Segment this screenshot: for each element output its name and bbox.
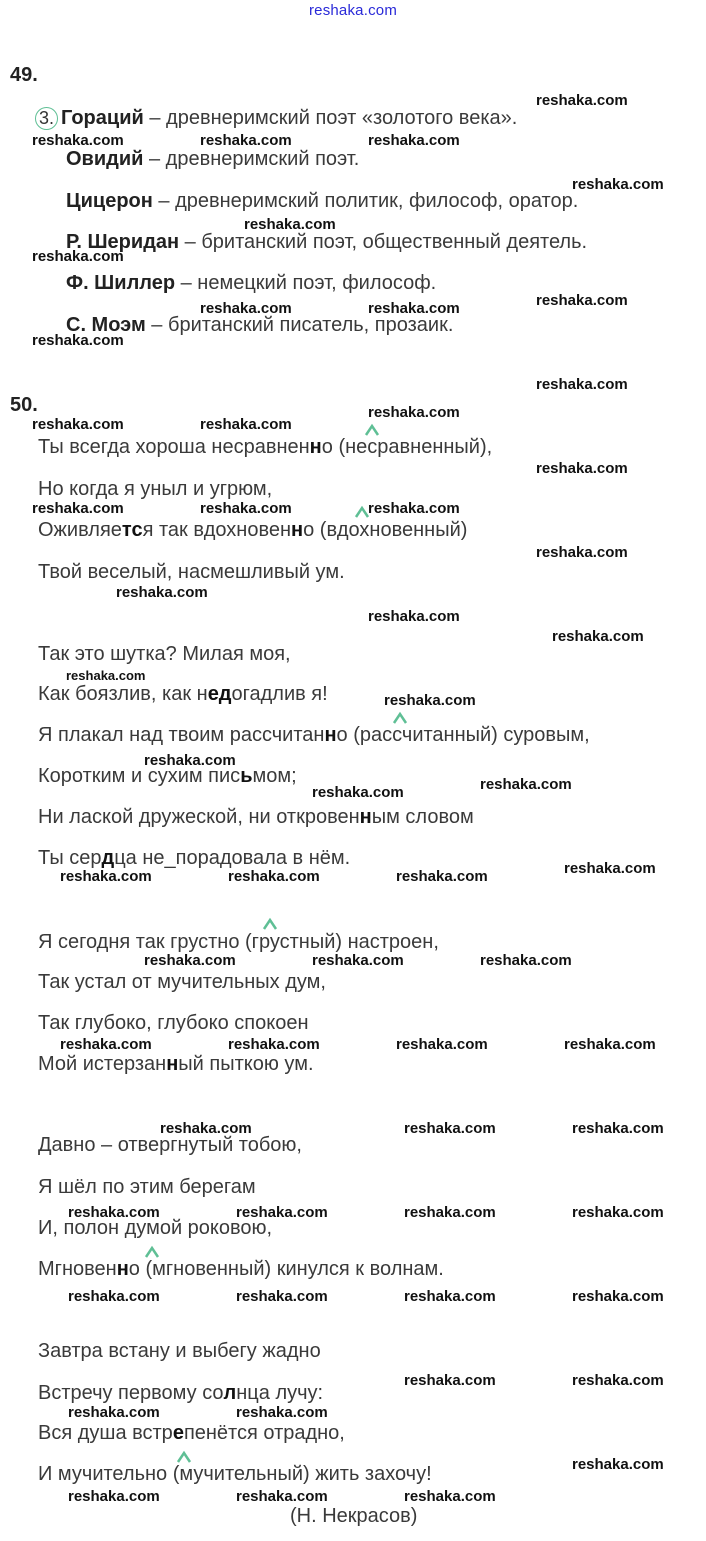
watermark: reshaka.com (32, 248, 124, 265)
poem-line: Мгновенно (мгновенный) кинулся к волнам. (38, 1258, 444, 1280)
highlighted-letter: е (172, 1422, 184, 1444)
watermark: reshaka.com (564, 1036, 656, 1053)
watermark: reshaka.com (236, 1204, 328, 1221)
watermark: reshaka.com (572, 1372, 664, 1389)
caret-mark-icon (144, 1245, 160, 1259)
watermark: reshaka.com (384, 692, 476, 709)
watermark: reshaka.com (572, 1288, 664, 1305)
watermark: reshaka.com (116, 584, 208, 601)
poem-line: Я шёл по этим берегам (38, 1176, 256, 1198)
watermark: reshaka.com (536, 376, 628, 393)
watermark: reshaka.com (236, 1488, 328, 1505)
watermark: reshaka.com (572, 1204, 664, 1221)
watermark: reshaka.com (32, 416, 124, 433)
task-number-49: 49. (10, 64, 38, 86)
watermark: reshaka.com (572, 176, 664, 193)
poem-line: Встречу первому солнца лучу: (38, 1382, 324, 1404)
watermark: reshaka.com (404, 1372, 496, 1389)
author-name: С. Моэм (66, 314, 146, 336)
poem-line: Так это шутка? Милая моя, (38, 643, 291, 665)
highlighted-letter: н (324, 724, 337, 746)
poem-line: Оживляется так вдохновенно (вдохновенный) (38, 519, 468, 541)
poem-line: Завтра встану и выбегу жадно (38, 1340, 321, 1362)
watermark: reshaka.com (536, 292, 628, 309)
author-description: – британский поэт, общественный деятель. (179, 231, 588, 253)
watermark: reshaka.com (312, 952, 404, 969)
watermark: reshaka.com (404, 1288, 496, 1305)
author-name: Цицерон (66, 190, 153, 212)
watermark: reshaka.com (228, 868, 320, 885)
watermark: reshaka.com (368, 404, 460, 421)
watermark: reshaka.com (572, 1120, 664, 1137)
watermark: reshaka.com (68, 1204, 160, 1221)
poem-line: Твой веселый, насмешливый ум. (38, 561, 345, 583)
poem-line: Вся душа встрепенётся отрадно, (38, 1422, 345, 1444)
highlighted-letter: д (101, 847, 115, 869)
poem-line: Я плакал над твоим рассчитанно (рассчитанный) суровым, (38, 724, 590, 746)
watermark: reshaka.com (60, 1036, 152, 1053)
watermark: reshaka.com (368, 132, 460, 149)
highlighted-letter: н (291, 519, 304, 541)
watermark: reshaka.com (228, 1036, 320, 1053)
watermark: reshaka.com (368, 500, 460, 517)
caret-mark-icon (262, 917, 278, 931)
author-name: Р. Шеридан (66, 231, 180, 253)
poem-line: Так глубоко, глубоко спокоен (38, 1012, 309, 1034)
poem-line: Ты сердца не_порадовала в нём. (38, 847, 351, 869)
watermark: reshaka.com (236, 1288, 328, 1305)
author-description: – древнеримский поэт «золотого века». (143, 107, 518, 129)
poem-line: Ты всегда хороша несравненно (несравненный), (38, 436, 493, 458)
watermark: reshaka.com (144, 952, 236, 969)
watermark: reshaka.com (404, 1204, 496, 1221)
caret-mark-icon (176, 1450, 192, 1464)
highlighted-letter: ь (240, 765, 253, 787)
watermark: reshaka.com (160, 1120, 252, 1137)
watermark: reshaka.com (564, 860, 656, 877)
watermark: reshaka.com (32, 332, 124, 349)
author-description: – британский писатель, прозаик. (145, 314, 454, 336)
poem-line: Коротким и сухим письмом; (38, 765, 297, 787)
watermark: reshaka.com (312, 784, 404, 801)
watermark: reshaka.com (480, 776, 572, 793)
watermark: reshaka.com (404, 1488, 496, 1505)
author-name: Овидий (66, 148, 144, 170)
poem-line: Так устал от мучительных дум, (38, 971, 326, 993)
watermark: reshaka.com (200, 416, 292, 433)
watermark: reshaka.com (32, 500, 124, 517)
poem-author: (Н. Некрасов) (290, 1505, 418, 1527)
poem-line: И, полон думой роковою, (38, 1217, 273, 1239)
author-description: – немецкий поэт, философ. (175, 272, 437, 294)
watermark: reshaka.com (32, 132, 124, 149)
highlighted-letter: н (309, 436, 322, 458)
author-description: – древнеримский поэт. (143, 148, 360, 170)
watermark: reshaka.com (200, 500, 292, 517)
watermark: reshaka.com (200, 132, 292, 149)
watermark: reshaka.com (236, 1404, 328, 1421)
task49-line-2 (66, 147, 359, 171)
highlighted-letter: н (359, 806, 372, 828)
watermark: reshaka.com (368, 608, 460, 625)
highlighted-letter: тс (121, 519, 143, 541)
caret-mark-icon (364, 423, 380, 437)
watermark: reshaka.com (480, 952, 572, 969)
watermark: reshaka.com (552, 628, 644, 645)
poem-line: И мучительно (мучительный) жить захочу! (38, 1463, 432, 1485)
poem-line: Я сегодня так грустно (грустный) настроен, (38, 931, 439, 953)
watermark: reshaka.com (572, 1456, 664, 1473)
watermark: reshaka.com (68, 1488, 160, 1505)
site-watermark-top[interactable]: reshaka.com (308, 2, 398, 19)
author-description: – древнеримский политик, философ, оратор. (152, 190, 579, 212)
highlighted-letter: л (223, 1382, 237, 1404)
watermark: reshaka.com (144, 752, 236, 769)
poem-line: Мой истерзанный пыткою ум. (38, 1053, 314, 1075)
highlighted-letter: н (116, 1258, 129, 1280)
task49-line-1 (35, 106, 517, 130)
task49-line-5 (66, 271, 436, 295)
poem-line: Как боязлив, как недогадлив я! (38, 683, 328, 705)
task-number-50: 50. (10, 394, 38, 416)
watermark: reshaka.com (66, 668, 146, 683)
watermark: reshaka.com (396, 868, 488, 885)
watermark: reshaka.com (536, 544, 628, 561)
watermark: reshaka.com (536, 460, 628, 477)
watermark: reshaka.com (244, 216, 336, 233)
watermark: reshaka.com (396, 1036, 488, 1053)
watermark: reshaka.com (536, 92, 628, 109)
caret-mark-icon (392, 711, 408, 725)
author-name: Ф. Шиллер (66, 272, 176, 294)
watermark: reshaka.com (60, 868, 152, 885)
poem-line: Но когда я уныл и угрюм, (38, 478, 273, 500)
highlighted-letter: ед (207, 683, 232, 705)
poem-line: Ни лаской дружеской, ни откровенным словом (38, 806, 474, 828)
highlighted-letter: н (166, 1053, 179, 1075)
watermark: reshaka.com (68, 1288, 160, 1305)
task49-line-4 (66, 230, 587, 254)
watermark: reshaka.com (68, 1404, 160, 1421)
watermark: reshaka.com (368, 300, 460, 317)
author-name: Гораций (61, 107, 144, 129)
watermark: reshaka.com (200, 300, 292, 317)
poem-line: Давно – отвергнутый тобою, (38, 1134, 302, 1156)
watermark: reshaka.com (404, 1120, 496, 1137)
circled-answer-number: 3. (35, 107, 58, 130)
task49-line-3 (66, 189, 578, 213)
